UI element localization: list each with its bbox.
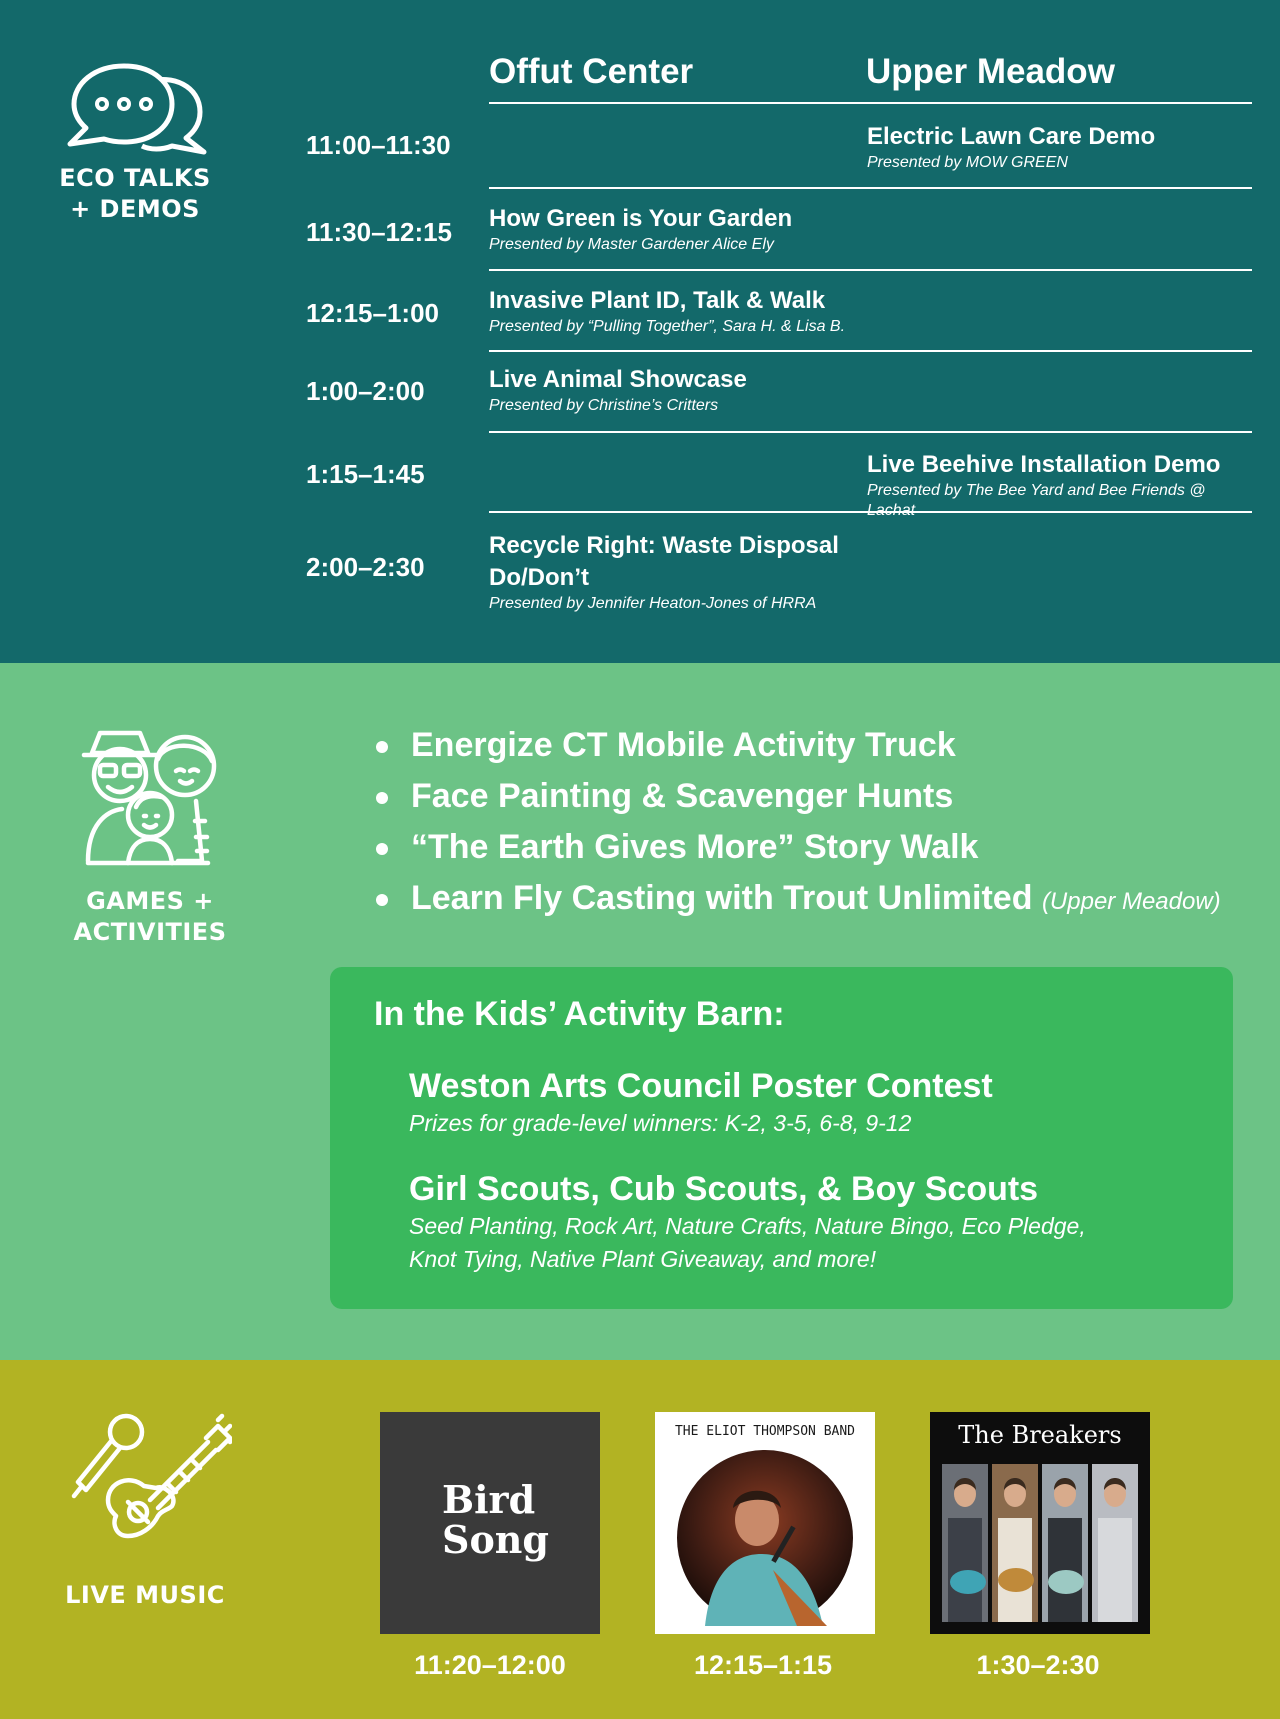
band-name-line1: Bird bbox=[442, 1477, 536, 1522]
eco-talks-label-line1: ECO TALKS bbox=[59, 164, 211, 192]
band-name: THE ELIOT THOMPSON BAND bbox=[674, 1424, 855, 1439]
schedule-row bbox=[306, 513, 1252, 623]
event-title-line2: Do/Don’t bbox=[489, 564, 589, 591]
event-title: Invasive Plant ID, Talk & Walk bbox=[489, 287, 826, 314]
live-music-label: LIVE MUSIC bbox=[65, 1581, 225, 1609]
list-item bbox=[372, 873, 1221, 927]
speech-bubbles-icon bbox=[64, 60, 208, 156]
band-image-the-breakers bbox=[930, 1412, 1150, 1634]
column-header-upper-meadow: Upper Meadow bbox=[866, 52, 1252, 104]
activities-list bbox=[372, 720, 1221, 927]
event-title: How Green is Your Garden bbox=[489, 205, 793, 232]
event-title: Recycle Right: Waste Disposal bbox=[489, 532, 839, 559]
band-image-eliot-thompson bbox=[655, 1412, 875, 1634]
activity-label: “The Earth Gives More” Story Walk bbox=[411, 828, 979, 866]
family-icon bbox=[78, 723, 226, 873]
kids-barn-item bbox=[409, 1065, 993, 1140]
event-presenter: Presented by “Pulling Together”, Sara H. & Lisa B. bbox=[489, 318, 846, 335]
kids-item-title: Weston Arts Council Poster Contest bbox=[409, 1067, 993, 1105]
list-item bbox=[372, 822, 1221, 873]
row-event bbox=[867, 121, 1155, 173]
event-title: Live Animal Showcase bbox=[489, 366, 747, 393]
kids-item-detail-line2: Knot Tying, Native Plant Giveaway, and more! bbox=[409, 1246, 877, 1272]
band-time: 11:20–12:00 bbox=[414, 1650, 566, 1680]
row-time: 1:15–1:45 bbox=[306, 459, 425, 489]
band-members-photo bbox=[942, 1464, 1138, 1622]
column-header-offut-center: Offut Center bbox=[489, 52, 866, 104]
schedule-row bbox=[306, 189, 1252, 271]
activity-label: Learn Fly Casting with Trout Unlimited bbox=[411, 879, 1033, 917]
kids-barn-heading: In the Kids’ Activity Barn: bbox=[374, 995, 785, 1033]
microphone-guitar-icon bbox=[68, 1412, 232, 1540]
schedule-row bbox=[306, 352, 1252, 432]
band-name: The Breakers bbox=[958, 1421, 1122, 1449]
schedule-row bbox=[306, 432, 1252, 519]
games-label bbox=[50, 886, 250, 948]
band-time: 12:15–1:15 bbox=[693, 1650, 833, 1680]
location-note: (Upper Meadow) bbox=[1041, 888, 1221, 915]
eco-talks-label-line2: + DEMOS bbox=[70, 195, 200, 223]
event-presenter: Presented by MOW GREEN bbox=[867, 154, 1068, 171]
event-presenter: Presented by Master Gardener Alice Ely bbox=[489, 236, 774, 253]
row-time: 11:00–11:30 bbox=[306, 130, 451, 160]
kids-item-title: Girl Scouts, Cub Scouts, & Boy Scouts bbox=[409, 1170, 1039, 1208]
activity-label: Face Painting & Scavenger Hunts bbox=[411, 777, 954, 815]
band-image-bird-song bbox=[380, 1412, 600, 1634]
performer-photo bbox=[677, 1450, 853, 1626]
games-label-line1: GAMES + bbox=[86, 887, 214, 915]
event-title: Electric Lawn Care Demo bbox=[867, 123, 1156, 150]
row-time: 12:15–1:00 bbox=[306, 298, 439, 328]
row-time: 11:30–12:15 bbox=[306, 217, 453, 247]
row-time: 2:00–2:30 bbox=[306, 552, 425, 582]
list-item bbox=[372, 720, 1221, 771]
row-time: 1:00–2:00 bbox=[306, 376, 425, 406]
kids-item-detail: Seed Planting, Rock Art, Nature Crafts, Nature Bingo, Eco Pledge, bbox=[409, 1213, 1086, 1239]
row-event bbox=[489, 285, 845, 337]
band-name bbox=[442, 1477, 549, 1562]
band-name-line2: Song bbox=[442, 1517, 549, 1562]
eco-talks-section bbox=[0, 0, 1280, 663]
event-presenter: Presented by The Bee Yard and Bee Friends @ Lachat bbox=[867, 482, 1206, 519]
event-presenter: Presented by Jennifer Heaton-Jones of HRRA bbox=[489, 595, 817, 612]
row-event bbox=[489, 530, 839, 614]
band-time: 1:30–2:30 bbox=[976, 1650, 1100, 1680]
row-event bbox=[489, 203, 792, 255]
games-label-line2: ACTIVITIES bbox=[73, 918, 227, 946]
activity-label: Energize CT Mobile Activity Truck bbox=[411, 726, 956, 764]
schedule-row bbox=[306, 105, 1252, 189]
event-presenter: Presented by Christine’s Critters bbox=[489, 397, 719, 414]
kids-barn-item bbox=[409, 1168, 1086, 1276]
row-event bbox=[489, 364, 747, 416]
kids-item-detail: Prizes for grade-level winners: K-2, 3-5, 6-8, 9-12 bbox=[409, 1110, 912, 1136]
list-item bbox=[372, 771, 1221, 822]
kids-activity-barn-box bbox=[330, 967, 1233, 1309]
eco-talks-label bbox=[40, 163, 230, 225]
event-title: Live Beehive Installation Demo bbox=[867, 451, 1221, 478]
schedule-row bbox=[306, 271, 1252, 352]
